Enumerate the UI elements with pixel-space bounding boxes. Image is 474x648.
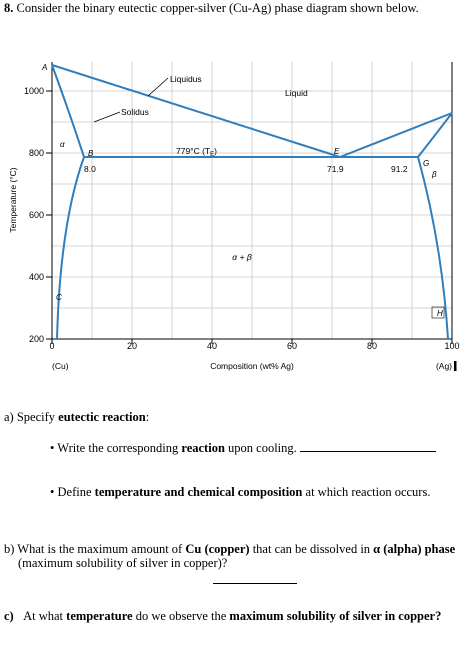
liquid-label: Liquid [285, 88, 308, 98]
eutectic-temp-label: 779°C $(T_E)$ [176, 146, 217, 158]
y-tick: 800 [28, 148, 44, 158]
part-b-line-2: (maximum solubility of silver in copper)? [18, 556, 228, 570]
answer-blank-b[interactable] [213, 572, 297, 584]
alpha-beta-label: α + β [232, 252, 252, 262]
y-tick: 600 [28, 210, 44, 220]
part-a-bullet-1: • Write the corresponding reaction upon cooling. [50, 440, 436, 456]
y-axis-title: Temperature (°C) [8, 167, 18, 233]
x-tick: 40 [206, 341, 218, 351]
answer-blank-a1[interactable] [300, 440, 436, 452]
liquidus-label: Liquidus [170, 74, 202, 84]
e-value-label: 71.9 [327, 164, 344, 174]
x-tick: 80 [366, 341, 378, 351]
point-b-label: B [88, 149, 94, 158]
question-title [4, 1, 419, 16]
point-a-label: A [42, 63, 48, 72]
x-end-label-ag: (Ag) [435, 361, 452, 371]
point-e-label: E [334, 147, 340, 156]
solidus-leader [94, 112, 120, 122]
beta-phase-label: β [432, 170, 437, 179]
x-tick: 100 [444, 341, 460, 351]
b-value-label: 8.0 [84, 164, 96, 174]
solidus-alpha [52, 65, 84, 157]
x-tick: 60 [286, 341, 298, 351]
x-axis-title: Composition (wt% Ag) [210, 361, 294, 371]
liquidus-leader [148, 78, 168, 96]
point-c-label: C [56, 293, 62, 302]
x-end-label-cu: (Cu) [52, 361, 69, 371]
y-tick: 400 [28, 272, 44, 282]
alpha-phase-label: α [60, 140, 65, 149]
question-number: 8. [4, 1, 14, 15]
solidus-label: Solidus [121, 107, 149, 117]
axes [46, 62, 452, 344]
x-tick: 0 [49, 341, 55, 351]
point-h-label: H [437, 309, 443, 318]
point-g-label: G [423, 159, 430, 168]
grid [52, 62, 452, 339]
x-tick: 20 [126, 341, 138, 351]
part-c-question: c) At what temperature do we observe the maximum solubility of silver in copper? [4, 609, 442, 623]
y-tick: 200 [28, 334, 44, 344]
question-text: Consider the binary eutectic copper-silver (Cu-Ag) phase diagram shown below. [16, 1, 419, 15]
text-cursor [454, 361, 457, 371]
g-value-label: 91.2 [391, 164, 408, 174]
part-a-bullet-2: • Define temperature and chemical composition at which reaction occurs. [50, 485, 431, 499]
phase-diagram [0, 44, 474, 394]
y-tick: 1000 [23, 86, 44, 96]
part-a-heading: a) Specify eutectic reaction: [4, 410, 150, 424]
part-b-question: b) What is the maximum amount of Cu (copper) that can be dissolved in α (alpha) phase [4, 542, 456, 556]
